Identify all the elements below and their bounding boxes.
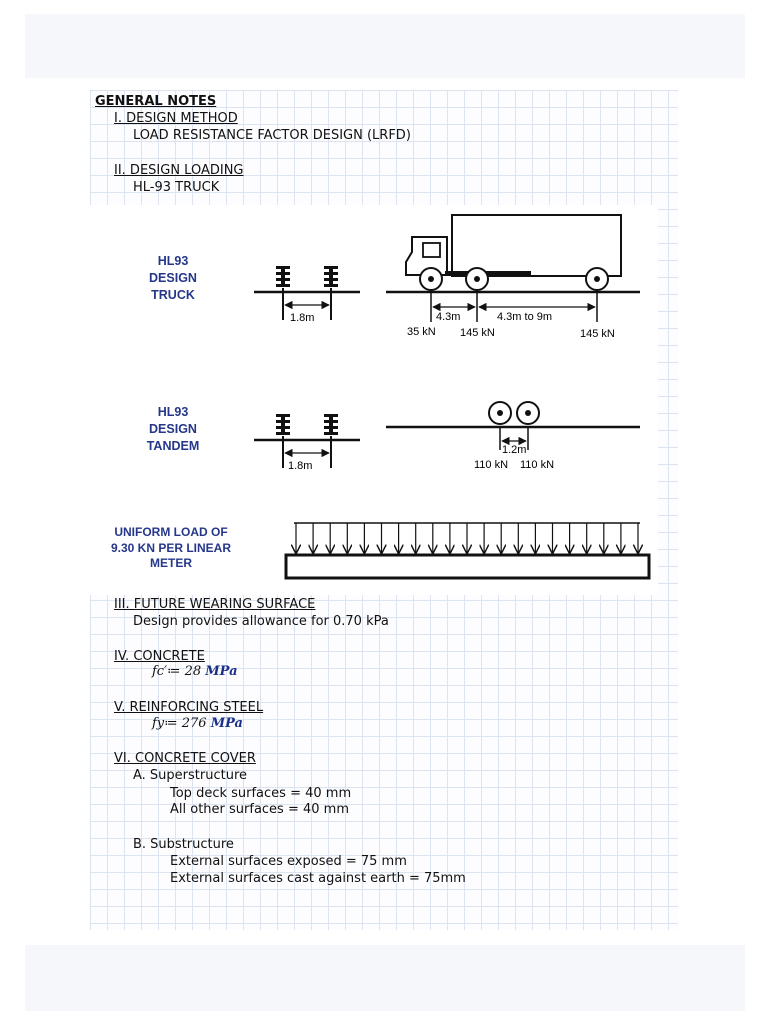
design-method-value: LOAD RESISTANCE FACTOR DESIGN (LRFD) [133,128,411,143]
superstructure-item: Top deck surfaces = 40 mm [170,786,352,801]
wearing-surface-value: Design provides allowance for 0.70 kPa [133,614,389,629]
substructure-title: B. Substructure [133,837,234,852]
truck-axle-load-2: 145 kN [460,327,495,339]
superstructure-title: A. Superstructure [133,768,248,783]
tandem-axle-load-1: 110 kN [474,459,509,471]
truck-axle-load-1: 35 kN [407,326,436,338]
design-method-title: I. DESIGN METHOD [114,111,238,126]
wearing-surface-title: III. FUTURE WEARING SURFACE [114,597,316,612]
tandem-axle-load-2: 110 kN [520,459,555,471]
superstructure-item: All other surfaces = 40 mm [170,802,349,817]
design-loading-value: HL-93 TRUCK [133,180,220,195]
truck-wheel-spacing: 1.8m [290,312,315,324]
tandem-label: HL93 DESIGN TANDEM [146,405,200,453]
tandem-wheels-icon [386,402,640,450]
tandem-axle-spacing: 1.2m [502,444,527,456]
substructure-item: External surfaces cast against earth = 75mm [170,871,466,886]
truck-axle-spacing-1: 4.3m [436,311,461,323]
tire-icon [276,266,290,287]
uniform-load-diagram [286,523,649,578]
general-notes-heading: GENERAL NOTES [95,94,217,109]
concrete-strength: fc′≔ 28 MPa [152,664,238,679]
truck-axle-spacing-2: 4.3m to 9m [497,311,553,323]
truck-axle-load-3: 145 kN [580,328,615,340]
load-arrows [296,523,638,553]
tire-icon [324,266,338,287]
truck-label: HL93 DESIGN TRUCK [149,254,197,302]
substructure-item: External surfaces exposed = 75 mm [170,854,407,869]
tire-icon [324,414,338,435]
concrete-title: IV. CONCRETE [114,649,205,664]
design-loading-title: II. DESIGN LOADING [114,163,244,178]
steel-strength: fy≔ 276 MPa [152,716,243,731]
tire-icon [276,414,290,435]
uniform-load-label: UNIFORM LOAD OF 9.30 KN PER LINEAR METER [110,525,232,570]
tandem-wheel-spacing: 1.8m [288,460,313,472]
truck-icon [386,215,640,322]
steel-title: V. REINFORCING STEEL [114,700,264,715]
cover-title: VI. CONCRETE COVER [114,751,256,766]
